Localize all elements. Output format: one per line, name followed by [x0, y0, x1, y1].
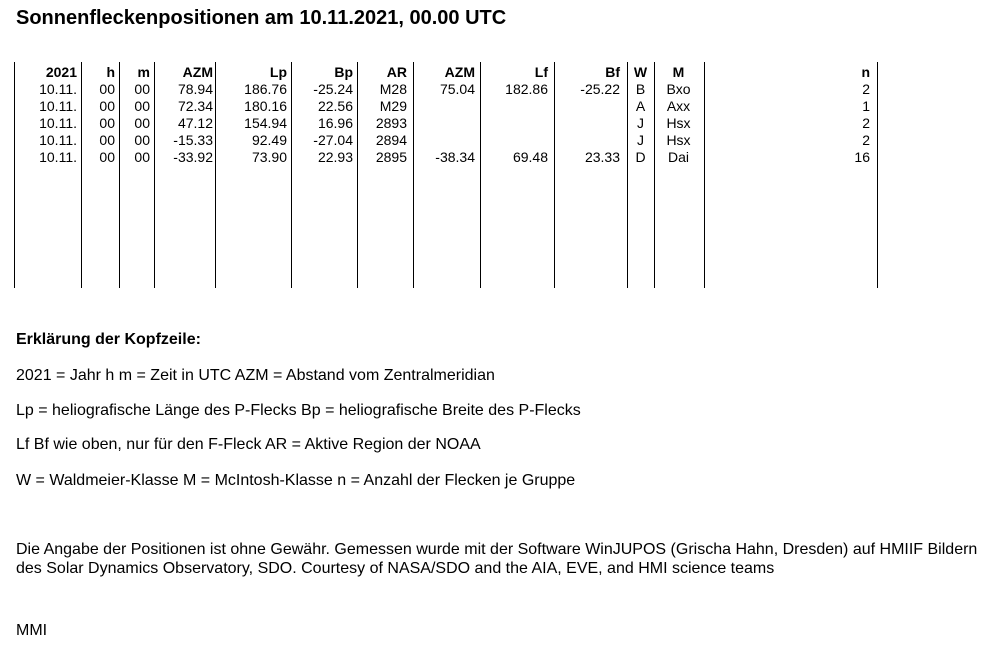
table-cell: 16.96: [317, 115, 353, 131]
table-column-divider: [215, 62, 216, 288]
table-cell: -27.04: [313, 132, 353, 148]
table-cell: 00: [99, 115, 115, 131]
table-header-cell: h: [106, 64, 115, 80]
table-header-cell: M: [672, 64, 685, 80]
explanation-line: W = Waldmeier-Klasse M = McIntosh-Klasse n = Anzahl der Flecken je Gruppe: [16, 472, 576, 489]
table-cell: 182.86: [505, 81, 548, 97]
table-cell: J: [637, 132, 644, 148]
table-cell: 10.11.: [39, 81, 77, 97]
table-header-cell: m: [137, 64, 150, 80]
table-column-divider: [81, 62, 82, 288]
table-cell: 2: [862, 115, 870, 131]
table-cell: M28: [379, 81, 407, 97]
table-cell: 00: [99, 98, 115, 114]
table-cell: 00: [134, 149, 150, 165]
table-cell: 10.11.: [39, 149, 77, 165]
table-header-cell: AZM: [444, 64, 475, 80]
table-cell: 2: [862, 132, 870, 148]
table-column-divider: [654, 62, 655, 288]
table-header-cell: AR: [386, 64, 407, 80]
table-cell: 00: [134, 98, 150, 114]
table-cell: 75.04: [439, 81, 475, 97]
explanation-line: 2021 = Jahr h m = Zeit in UTC AZM = Abstand vom Zentralmeridian: [16, 367, 495, 384]
explanation-line: Lp = heliografische Länge des P-Flecks Bp = heliografische Breite des P-Flecks: [16, 402, 581, 419]
table-column-divider: [877, 62, 878, 288]
table-cell: 00: [134, 115, 150, 131]
table-cell: 186.76: [244, 81, 287, 97]
table-column-divider: [554, 62, 555, 288]
table-cell: J: [637, 115, 644, 131]
page-title: Sonnenfleckenpositionen am 10.11.2021, 00.00 UTC: [16, 7, 507, 29]
table-cell: 00: [134, 132, 150, 148]
table-cell: 72.34: [177, 98, 213, 114]
table-cell: 10.11.: [39, 98, 77, 114]
explanation-line: Lf Bf wie oben, nur für den F-Fleck AR = Aktive Region der NOAA: [16, 436, 481, 453]
table-cell: -15.33: [173, 132, 213, 148]
table-column-divider: [627, 62, 628, 288]
table-cell: 00: [99, 81, 115, 97]
table-column-divider: [119, 62, 120, 288]
table-cell: 47.12: [177, 115, 213, 131]
table-column-divider: [480, 62, 481, 288]
table-column-divider: [413, 62, 414, 288]
signature: MMI: [16, 622, 48, 639]
explanation-heading: Erklärung der Kopfzeile:: [16, 331, 201, 348]
table-header-cell: W: [633, 64, 648, 80]
table-cell: 2893: [375, 115, 407, 131]
table-cell: 23.33: [584, 149, 620, 165]
table-cell: Dai: [667, 149, 689, 165]
table-column-divider: [357, 62, 358, 288]
table-cell: -25.24: [313, 81, 353, 97]
table-cell: -38.34: [435, 149, 475, 165]
table-header-cell: n: [861, 64, 870, 80]
table-cell: -25.22: [580, 81, 620, 97]
table-cell: 69.48: [512, 149, 548, 165]
table-cell: 10.11.: [39, 115, 77, 131]
table-cell: 00: [99, 132, 115, 148]
disclaimer-note: Die Angabe der Positionen ist ohne Gewähr. Gemessen wurde mit der Software WinJUPOS (Grischa Hahn, Dresden) auf HMIIF Bildern des Solar Dynamics Observatory, SDO. Courtesy of NASA/SDO and the AIA, EVE, and HMI science teams: [16, 541, 978, 577]
table-cell: Hsx: [666, 132, 691, 148]
table-cell: 2: [862, 81, 870, 97]
table-cell: 22.93: [317, 149, 353, 165]
table-cell: B: [635, 81, 646, 97]
table-cell: Hsx: [666, 115, 691, 131]
table-cell: 73.90: [251, 149, 287, 165]
table-cell: 00: [99, 149, 115, 165]
table-header-cell: 2021: [45, 64, 77, 80]
table-cell: 78.94: [177, 81, 213, 97]
table-cell: Axx: [666, 98, 691, 114]
table-header-cell: Bf: [605, 64, 620, 80]
table-cell: 1: [862, 98, 870, 114]
table-cell: D: [635, 149, 646, 165]
table-column-divider: [14, 62, 15, 288]
table-column-divider: [291, 62, 292, 288]
table-cell: 154.94: [244, 115, 287, 131]
table-cell: 2895: [375, 149, 407, 165]
table-header-cell: Bp: [334, 64, 353, 80]
table-cell: 2894: [375, 132, 407, 148]
table-cell: 10.11.: [39, 132, 77, 148]
table-header-cell: Lf: [534, 64, 548, 80]
table-header-cell: AZM: [182, 64, 213, 80]
table-column-divider: [154, 62, 155, 288]
table-cell: Bxo: [666, 81, 691, 97]
table-header-cell: Lp: [269, 64, 287, 80]
table-column-divider: [704, 62, 705, 288]
table-cell: M29: [379, 98, 407, 114]
table-cell: 00: [134, 81, 150, 97]
table-cell: 22.56: [317, 98, 353, 114]
table-cell: 92.49: [251, 132, 287, 148]
table-cell: 16: [854, 149, 870, 165]
table-cell: -33.92: [173, 149, 213, 165]
table-cell: A: [635, 98, 646, 114]
table-cell: 180.16: [244, 98, 287, 114]
